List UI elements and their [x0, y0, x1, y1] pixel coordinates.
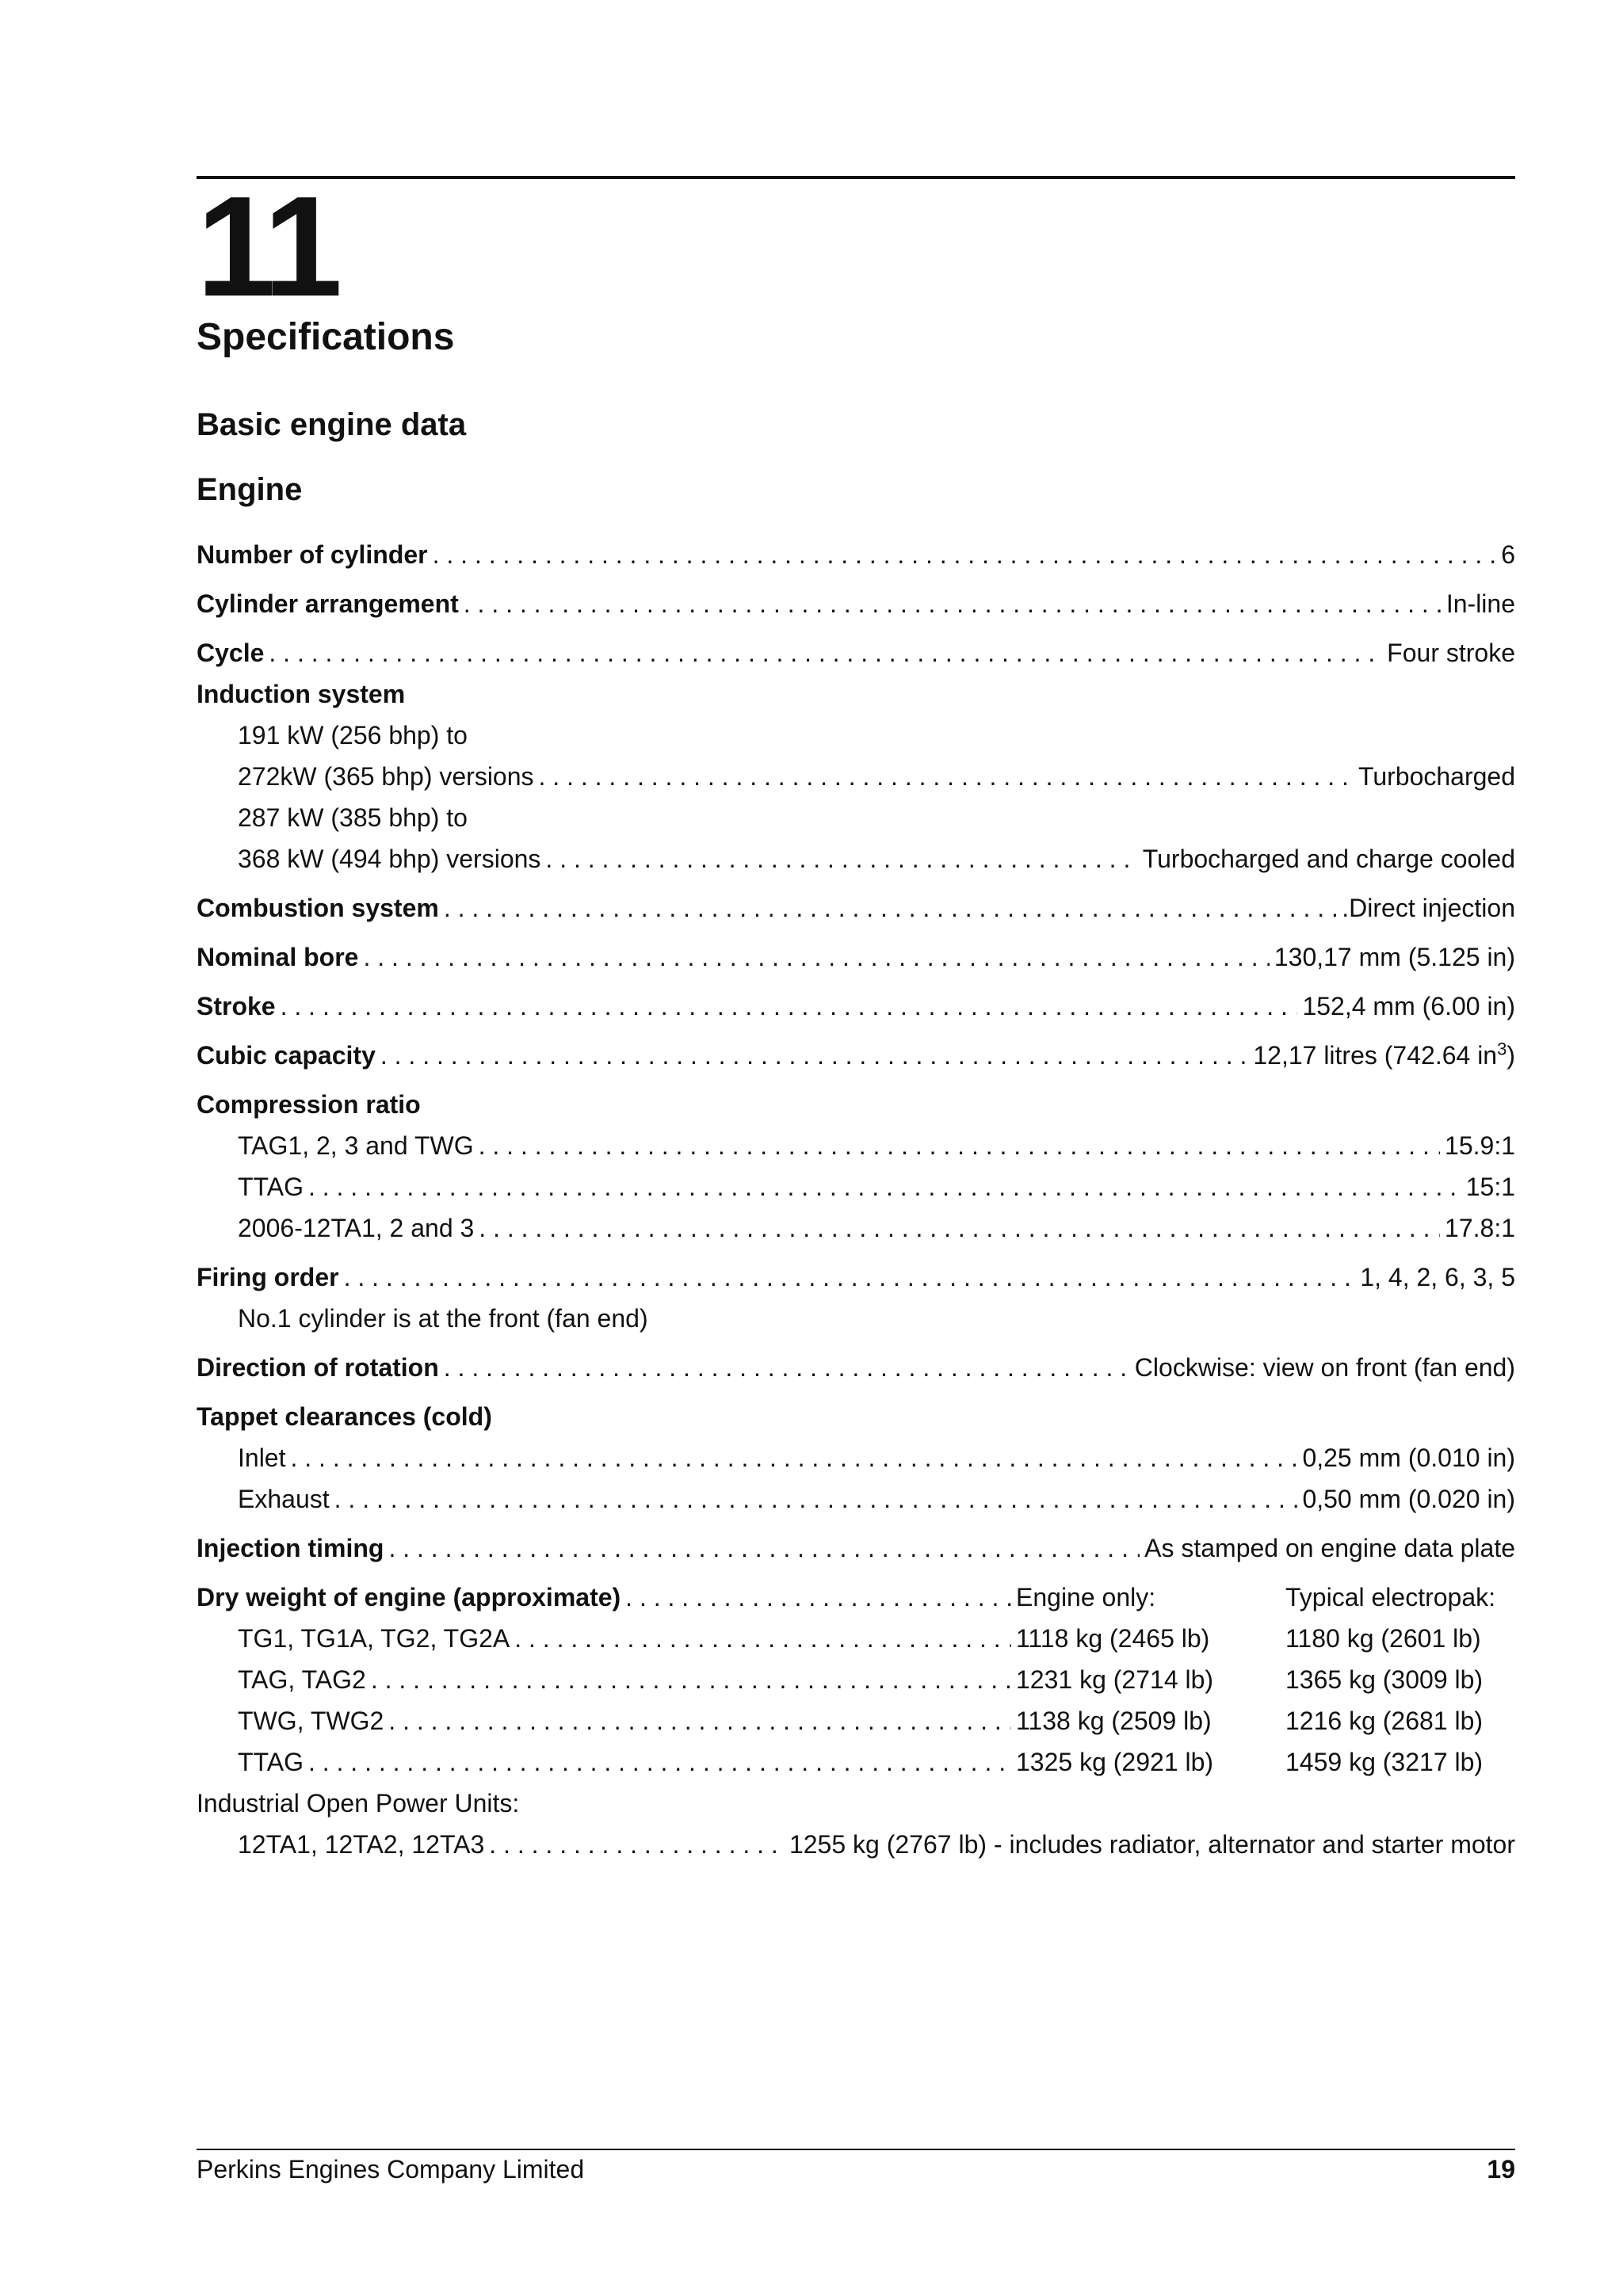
spec-value-end: ) [1507, 1041, 1515, 1070]
footer-rule [197, 2149, 1515, 2150]
spec-value: Clockwise: view on front (fan end) [1134, 1353, 1515, 1382]
spec-label: Cubic capacity [197, 1041, 376, 1070]
dot-leader [371, 1659, 1011, 1700]
spec-subrow [197, 1125, 1515, 1166]
dot-leader [290, 1437, 1297, 1478]
dot-leader [269, 632, 1382, 673]
spec-value: 1255 kg (2767 lb) - includes radiator, alternator and starter motor [789, 1830, 1515, 1859]
dot-leader [344, 1257, 1356, 1298]
dot-leader [388, 1700, 1011, 1741]
spec-sublabel: Exhaust [238, 1485, 330, 1513]
dot-leader [308, 1166, 1461, 1207]
spec-value: Four stroke [1387, 639, 1515, 667]
spec-label: Direction of rotation [197, 1353, 439, 1382]
weight-electropak: 1180 kg (2601 lb) [1285, 1624, 1481, 1653]
section-title: Basic engine data [197, 407, 467, 442]
dot-leader [334, 1478, 1298, 1520]
spec-heading: Compression ratio [197, 1090, 421, 1119]
spec-subrow [197, 715, 1515, 756]
spec-subrow [197, 1207, 1515, 1249]
spec-sublabel: 272kW (365 bhp) versions [238, 762, 534, 791]
footer-company: Perkins Engines Company Limited [197, 2155, 585, 2183]
spec-sublabel: 191 kW (256 bhp) to [238, 721, 468, 749]
spec-sublabel: 368 kW (494 bhp) versions [238, 845, 541, 873]
dot-leader [281, 986, 1298, 1027]
spec-value: Turbocharged and charge cooled [1142, 845, 1515, 873]
weight-engine-only: 1118 kg (2465 lb) [1016, 1624, 1210, 1653]
weight-electropak: 1459 kg (3217 lb) [1285, 1748, 1484, 1776]
spec-list [197, 534, 1515, 1865]
spec-value: As stamped on engine data plate [1144, 1534, 1515, 1562]
spec-label: Injection timing [197, 1534, 384, 1562]
weight-engine-only: 1231 kg (2714 lb) [1016, 1665, 1214, 1694]
weight-row [197, 1618, 1515, 1659]
spec-value: Turbocharged [1358, 762, 1515, 791]
spec-label: Nominal bore [197, 943, 359, 971]
spec-row-dry-weight [197, 1577, 1515, 1618]
spec-value: 130,17 mm (5.125 in) [1274, 943, 1515, 971]
weight-electropak: 1365 kg (3009 lb) [1285, 1665, 1484, 1694]
spec-row-injection-timing [197, 1527, 1515, 1569]
spec-heading: Tappet clearances (cold) [197, 1402, 492, 1431]
dot-leader [479, 1125, 1440, 1166]
spec-label: Cycle [197, 639, 265, 667]
spec-row-cycle [197, 632, 1515, 673]
spec-value: 1, 4, 2, 6, 3, 5 [1360, 1263, 1515, 1291]
spec-sublabel: TAG1, 2, 3 and TWG [238, 1131, 474, 1160]
spec-sublabel: TTAG [238, 1173, 304, 1201]
dot-leader [388, 1527, 1140, 1569]
top-rule [197, 176, 1515, 179]
chapter-number: 11 [197, 167, 338, 326]
spec-subrow [197, 1437, 1515, 1478]
spec-label: Combustion system [197, 894, 439, 922]
weight-model: TTAG [238, 1748, 304, 1776]
dot-leader [433, 534, 1497, 575]
spec-value: .Direct injection [1342, 894, 1515, 922]
spec-label: Cylinder arrangement [197, 589, 459, 618]
weight-engine-only: 1325 kg (2921 lb) [1016, 1748, 1214, 1776]
dot-leader [363, 936, 1269, 978]
spec-heading-tappet-clearances [197, 1396, 1515, 1437]
spec-row-firing-order [197, 1257, 1515, 1298]
spec-label: Stroke [197, 992, 276, 1020]
dot-leader [380, 1035, 1248, 1076]
dot-leader [514, 1618, 1011, 1659]
weight-model: TAG, TAG2 [238, 1665, 366, 1694]
dot-leader [489, 1824, 785, 1865]
weight-row [197, 1700, 1515, 1741]
spec-value-superscript: 3 [1497, 1039, 1507, 1059]
spec-value: 0,50 mm (0.020 in) [1302, 1485, 1515, 1513]
dot-leader [444, 887, 1337, 929]
spec-value [1253, 1035, 1515, 1076]
weight-engine-only: 1138 kg (2509 lb) [1016, 1707, 1212, 1735]
spec-heading-compression-ratio [197, 1084, 1515, 1125]
spec-value: 15.9:1 [1445, 1131, 1515, 1160]
spec-heading: Industrial Open Power Units: [197, 1789, 520, 1817]
spec-row-nominal-bore [197, 936, 1515, 978]
dot-leader [464, 583, 1442, 624]
spec-sublabel: 287 kW (385 bhp) to [238, 803, 468, 832]
spec-note [197, 1298, 1515, 1339]
spec-value: 0,25 mm (0.010 in) [1302, 1444, 1515, 1472]
column-header-engine-only: Engine only: [1016, 1583, 1156, 1611]
spec-subrow [197, 797, 1515, 838]
spec-value: 17.8:1 [1445, 1214, 1515, 1242]
dot-leader [545, 838, 1137, 879]
spec-note-text: No.1 cylinder is at the front (fan end) [238, 1304, 648, 1333]
spec-sublabel: Inlet [238, 1444, 286, 1472]
dot-leader [625, 1577, 1011, 1618]
spec-label: Firing order [197, 1263, 339, 1291]
subsection-title: Engine [197, 472, 303, 507]
spec-value: In-line [1445, 589, 1515, 618]
spec-value-main: 12,17 litres (742.64 in [1253, 1041, 1498, 1070]
spec-value: 6 [1501, 540, 1515, 569]
spec-row-number-of-cylinder [197, 534, 1515, 575]
spec-heading: Induction system [197, 680, 406, 708]
column-header-electropak: Typical electropak: [1285, 1583, 1496, 1611]
spec-heading-industrial-units [197, 1783, 1515, 1824]
spec-label: Dry weight of engine (approximate) [197, 1583, 621, 1611]
weight-row [197, 1659, 1515, 1700]
dot-leader [444, 1347, 1130, 1388]
spec-row-direction-of-rotation [197, 1347, 1515, 1388]
spec-row-cylinder-arrangement [197, 583, 1515, 624]
spec-row-stroke [197, 986, 1515, 1027]
spec-heading-induction-system [197, 673, 1515, 715]
spec-subrow [197, 1824, 1515, 1865]
spec-sublabel: 12TA1, 12TA2, 12TA3 [238, 1830, 485, 1859]
weight-model: TG1, TG1A, TG2, TG2A [238, 1624, 510, 1653]
spec-sublabel: 2006-12TA1, 2 and 3 [238, 1214, 475, 1242]
weight-row [197, 1741, 1515, 1783]
dot-leader [479, 1207, 1440, 1249]
spec-label: Number of cylinder [197, 540, 428, 569]
spec-value: 152,4 mm (6.00 in) [1302, 992, 1515, 1020]
spec-subrow [197, 1166, 1515, 1207]
spec-row-cubic-capacity [197, 1035, 1515, 1076]
spec-subrow [197, 1478, 1515, 1520]
spec-row-combustion-system [197, 887, 1515, 929]
dot-leader [539, 756, 1354, 797]
dot-leader [308, 1741, 1011, 1783]
chapter-title: Specifications [197, 316, 455, 358]
weight-model: TWG, TWG2 [238, 1707, 384, 1735]
weight-electropak: 1216 kg (2681 lb) [1285, 1707, 1484, 1735]
spec-value: 15:1 [1465, 1173, 1515, 1201]
spec-subrow [197, 838, 1515, 879]
footer-page-number: 19 [1487, 2155, 1515, 2183]
spec-subrow [197, 756, 1515, 797]
